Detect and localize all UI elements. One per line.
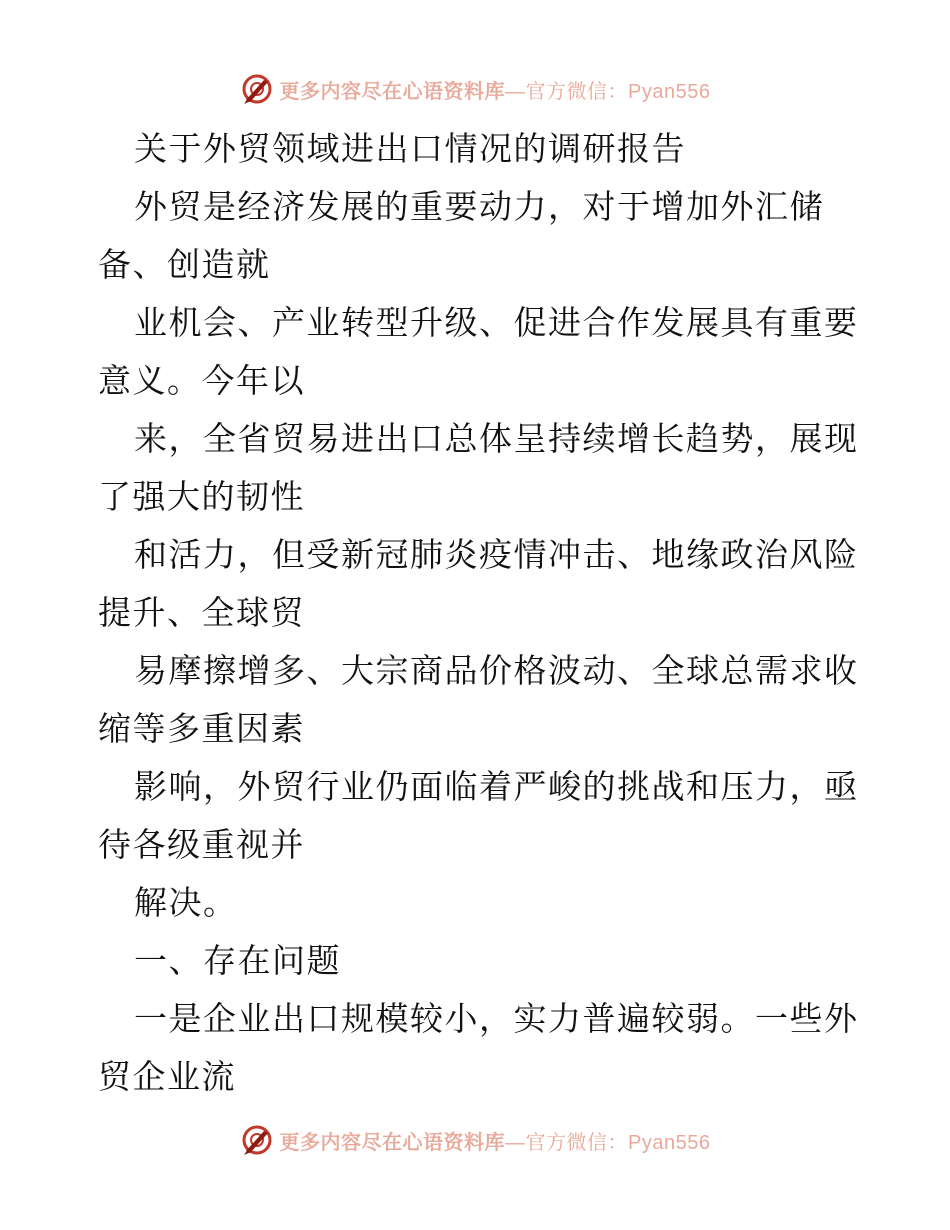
header-watermark xyxy=(0,72,950,106)
paragraph-line: 业机会、产业转型升级、促进合作发展具有重要 xyxy=(134,303,859,342)
paragraph-line: 贸企业流 xyxy=(98,1057,236,1096)
paragraph-line: 提升、全球贸 xyxy=(98,593,305,632)
document-title: 关于外贸领域进出口情况的调研报告 xyxy=(134,129,686,168)
document-body xyxy=(98,120,858,1106)
footer-watermark xyxy=(0,1123,950,1157)
paragraph-line: 解决。 xyxy=(134,883,238,922)
paragraph-line: 备、创造就 xyxy=(98,245,271,284)
watermark-text xyxy=(280,75,711,104)
section-heading: 一、存在问题 xyxy=(134,941,341,980)
paragraph-line: 了强大的韧性 xyxy=(98,477,305,516)
paragraph-line: 来，全省贸易进出口总体呈持续增长趋势，展现 xyxy=(134,419,859,458)
watermark-main: 更多内容尽在心语资料库 xyxy=(279,78,506,103)
paragraph-line: 和活力，但受新冠肺炎疫情冲击、地缘政治风险 xyxy=(134,535,859,574)
pen-circle-logo-icon xyxy=(240,1123,274,1157)
watermark-contact: —官方微信：Pyan556 xyxy=(505,1131,711,1154)
pen-circle-logo-icon xyxy=(240,72,274,106)
paragraph-line: 缩等多重因素 xyxy=(98,709,305,748)
paragraph-line: 待各级重视并 xyxy=(98,825,305,864)
paragraph-line: 影响，外贸行业仍面临着严峻的挑战和压力，亟 xyxy=(134,767,859,806)
watermark-text xyxy=(280,1126,711,1155)
paragraph-line: 易摩擦增多、大宗商品价格波动、全球总需求收 xyxy=(134,651,859,690)
paragraph-line: 意义。今年以 xyxy=(98,361,305,400)
watermark-contact: —官方微信：Pyan556 xyxy=(505,80,711,103)
paragraph-line: 一是企业出口规模较小，实力普遍较弱。一些外 xyxy=(134,999,859,1038)
watermark-main: 更多内容尽在心语资料库 xyxy=(279,1129,506,1154)
paragraph-line: 外贸是经济发展的重要动力，对于增加外汇储 xyxy=(134,187,824,226)
